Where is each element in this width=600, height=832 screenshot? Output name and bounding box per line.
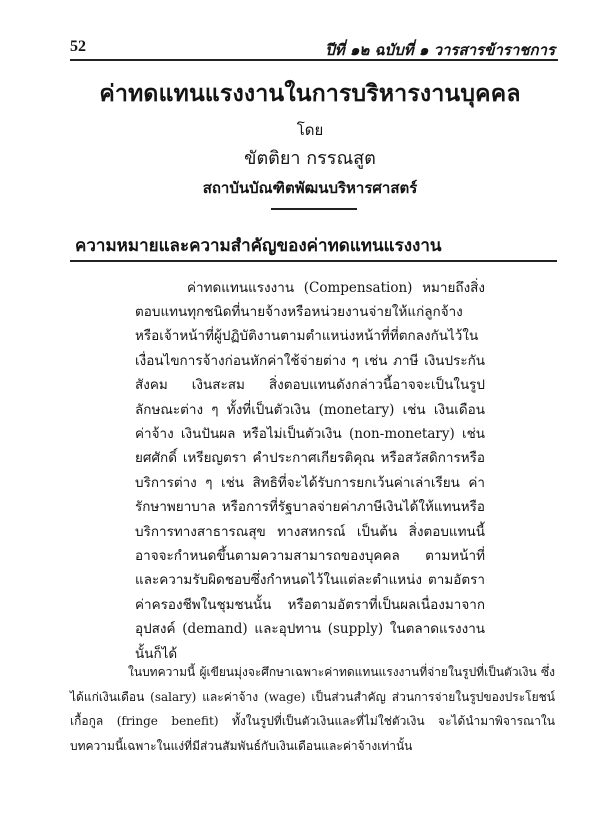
body-paragraph-2: ในบทความนี้ ผู้เขียนมุ่งจะศึกษาเฉพาะค่าทดแทนแรงงานที่จ่ายในรูปที่เป็นตัวเงิน ซึ่งได้แก่เงินเดือน (salary) และค่าจ้าง (wage) เป็นส่วนสำคัญ ส่วนการจ่ายในรูปของประโยชน์เกื้อกูล (fringe benefit) ทั้งในรูปที่เป็นตัวเงินและที่ไม่ใช่ตัวเงิน จะได้นำมาพิจารณาในบทความนี้เฉพาะในแง่ที่มีส่วนสัมพันธ์กับเงินเดือนและค่าจ้างเท่านั้น [70,665,555,753]
section-heading: ความหมายและความสำคัญของค่าทดแทนแรงงาน [75,236,442,256]
page-header [70,30,555,60]
article-title: ค่าทดแทนแรงงานในการบริหารงานบุคคล [99,80,521,107]
by-label: โดย [296,121,324,139]
page-number: 52 [70,38,86,55]
section-rule [70,260,557,262]
body-paragraph-1: ค่าทดแทนแรงงาน (Compensation) หมายถึงสิ่งตอบแทนทุกชนิดที่นายจ้างหรือหน่วยงานจ่ายให้แก่ลูกจ้างหรือเจ้าหน้าที่ผู้ปฏิบัติงานตามตำแหน่งหน้าที่ที่ตกลงกันไว้ในเงื่อนไขการจ้างก่อนหักค่าใช้จ่ายต่าง ๆ เช่น ภาษี เงินประกันสังคม เงินสะสม สิ่งตอบแทนดังกล่าวนี้อาจจะเป็นในรูปลักษณะต่าง ๆ ทั้งที่เป็นตัวเงิน (monetary) เช่น เงินเดือน ค่าจ้าง เงินปันผล หรือไม่เป็นตัวเงิน (non-monetary) เช่น ยศศักดิ์ เหรียญตรา คำประกาศเกียรติคุณ หรือสวัสดิการหรือบริการต่าง ๆ เช่น สิทธิที่จะได้รับการยกเว้นค่าเล่าเรียน ค่ารักษาพยาบาล หรือการที่รัฐบาลจ่ายค่าภาษีเงินได้ให้แทนหรือบริการทางสาธารณสุข ทางสหกรณ์ เป็นต้น สิ่งตอบแทนนี้อาจจะกำหนดขึ้นตามความสามารถของบุคคล ตามหน้าที่และความรับผิดชอบซึ่งกำหนดไว้ในแต่ละตำแหน่ง ตามอัตราค่าครองชีพในชุมชนนั้น หรือตามอัตราที่เป็นผลเนื่องมาจากอุปสงค์ (demand) และอุปทาน (supply) ในตลาดแรงงานนั้นก็ได้ [135,279,485,662]
author-name: ขัตติยา กรรณสูต [244,148,376,169]
running-head: ปีที่ ๑๒ ฉบับที่ ๑ วารสารข้าราชการ [325,41,555,59]
author-affiliation: สถาบันบัณฑิตพัฒนบริหารศาสตร์ [202,179,418,197]
title-divider [271,208,357,210]
header-rule [70,59,558,61]
